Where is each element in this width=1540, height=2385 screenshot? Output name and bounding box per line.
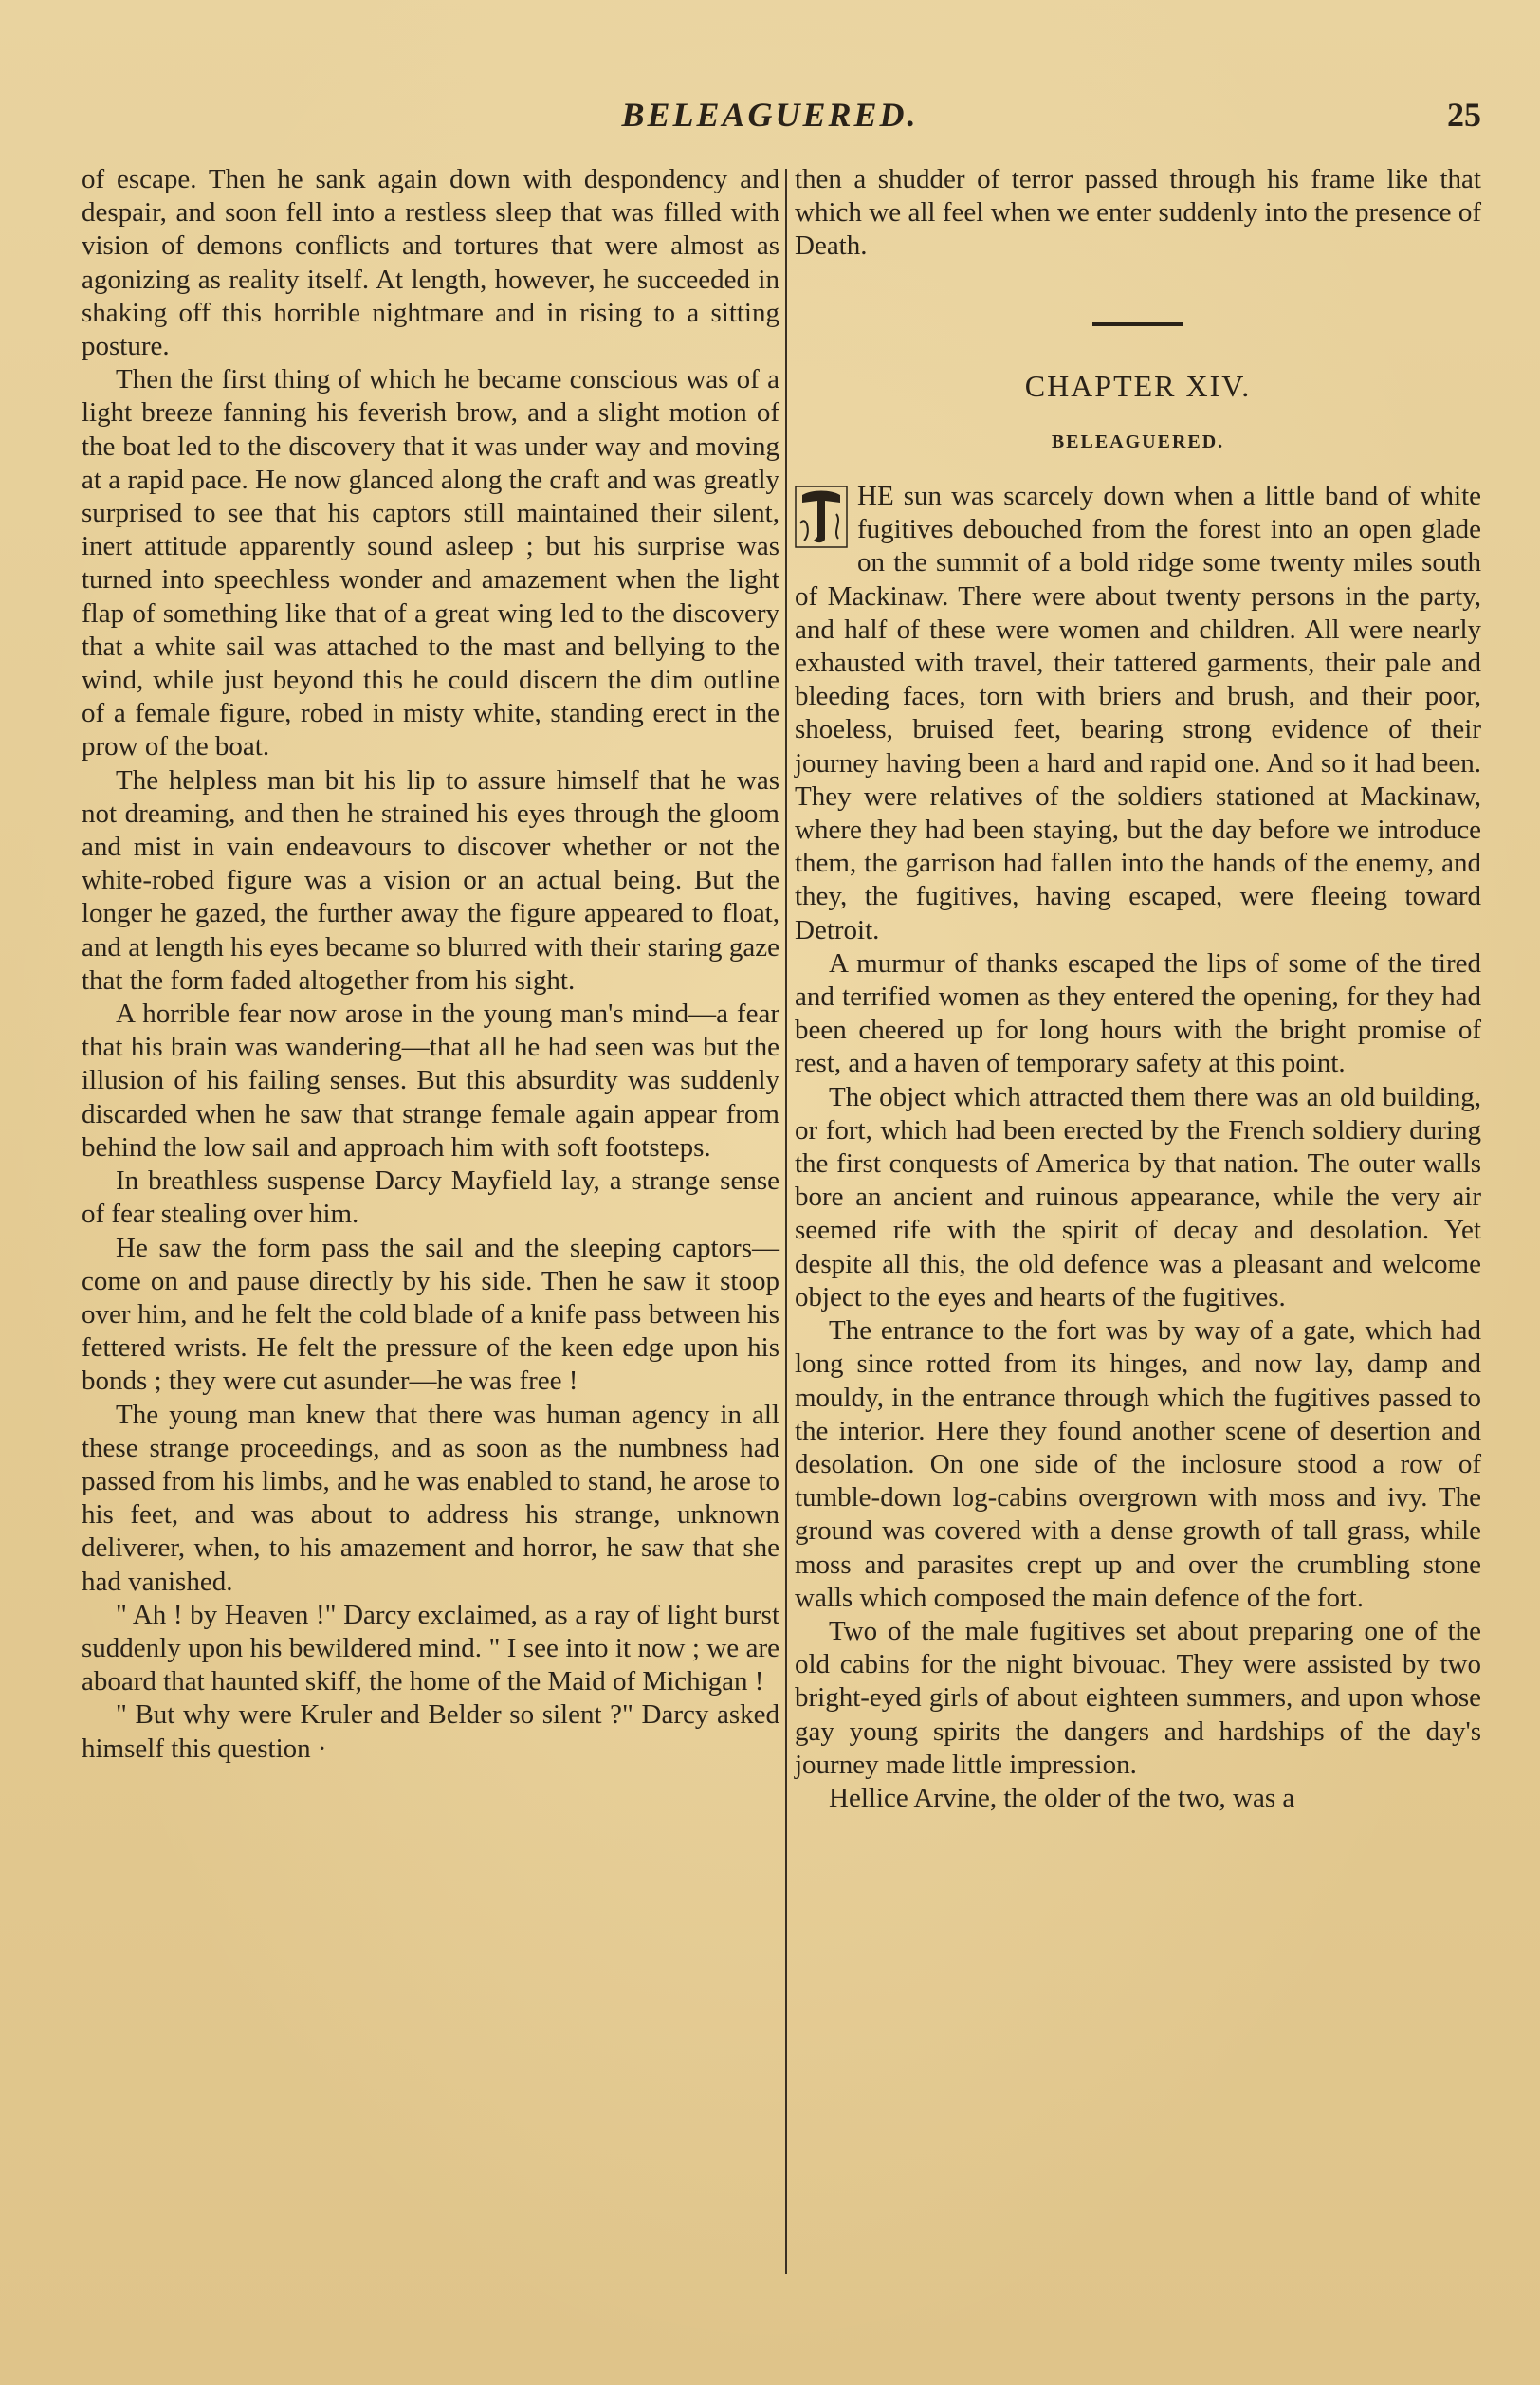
section-rule bbox=[1092, 322, 1183, 326]
right-column bbox=[795, 163, 1481, 1815]
running-title: BELEAGUERED. bbox=[621, 96, 919, 134]
paragraph: " Ah ! by Heaven !" Darcy exclaimed, as a ray of light burst suddenly upon his bewildered mind. " I see into it now ; we are aboard that haunted skiff, the home of the Maid of Michigan ! bbox=[82, 1599, 779, 1697]
paragraph: The helpless man bit his lip to assure himself that he was not dreaming, and then he strained his eyes through the gloom and mist in vain endeavours to discover whether or not the white-robed figure was a vision or an actual being. But the longer he gazed, the further away the figure appeared to float, and at length his eyes became so blurred with their staring gaze that the form faded altogether from his sight. bbox=[82, 764, 779, 996]
dropcap-ornament bbox=[795, 486, 848, 548]
paragraph: " But why were Kruler and Belder so silent ?" Darcy asked himself this question · bbox=[82, 1699, 779, 1764]
paragraph bbox=[795, 480, 1481, 947]
continuation-paragraph: then a shudder of terror passed through his frame like that which we all feel when we enter suddenly into the presence of Death. bbox=[795, 164, 1481, 262]
paragraph: The object which attracted them there was an old building, or fort, which had been erected by the French soldiery during the first conquests of America by that nation. The outer walls bore an ancient and ruinous appearance, while the very air seemed rife with the spirit of decay and desolation. Yet despite all this, the old defence was a pleasant and welcome object to the eyes and hearts of the fugitives. bbox=[795, 1081, 1481, 1312]
paragraph: In breathless suspense Darcy Mayfield lay, a strange sense of fear stealing over him. bbox=[82, 1165, 779, 1230]
paragraph: A horrible fear now arose in the young man's mind—a fear that his brain was wandering—that all he had seen was but the illusion of his failing senses. But this absurdity was suddenly discarded when he saw that strange female again appear from behind the low sail and approach him with soft footsteps. bbox=[82, 999, 779, 1163]
left-column bbox=[82, 163, 779, 1766]
chapter-title: CHAPTER XIV. bbox=[1024, 368, 1252, 403]
paragraph-text: HE sun was scarcely down when a little band of white fugitives debouched from the forest into an open glade on the summit of a bold ridge some twenty miles south of Mackinaw. There were about twenty persons in the party, and half of these were women and children. All were nearly exhausted with travel, their tattered garments, their pale and bleeding faces, torn with briers and brush, and their poor, shoeless, bruised feet, bearing strong evidence of their journey having been a hard and rapid one. And so it had been. They were relatives of the soldiers stationed at Mackinaw, where they had been staying, but the day before we introduce them, the garrison had fallen into the hands of the enemy, and they, the fugitives, having escaped, were fleeing toward Detroit. bbox=[795, 481, 1481, 945]
paragraph: of escape. Then he sank again down with despondency and despair, and soon fell into a restless sleep that was filled with vision of demons conflicts and tortures that were almost as agonizing as reality itself. At length, however, he succeeded in shaking off this horrible nightmare and in rising to a sitting posture. bbox=[82, 164, 779, 362]
chapter-subtitle: BELEAGUERED. bbox=[1051, 431, 1225, 452]
paragraph: Hellice Arvine, the older of the two, was a bbox=[829, 1782, 1295, 1813]
paragraph: The entrance to the fort was by way of a gate, which had long since rotted from its hinges, and now lay, damp and mouldy, in the entrance through which the fugitives passed to the interior. Here they found another scene of desertion and desolation. On one side of the inclosure stood a row of tumble-down log-cabins overgrown with moss and ivy. The ground was covered with a dense growth of tall grass, while moss and parasites crept up and over the crumbling stone walls which composed the main defence of the fort. bbox=[795, 1315, 1481, 1613]
paragraph: The young man knew that there was human agency in all these strange proceedings, and as soon as the numbness had passed from his limbs, and he was enabled to stand, he arose to his feet, and was about to address his strange, unknown deliverer, when, to his amazement and horror, he saw that she had vanished. bbox=[82, 1399, 779, 1597]
paragraph: He saw the form pass the sail and the sleeping captors—come on and pause directly by his side. Then he saw it stoop over him, and he felt the cold blade of a knife pass between his fettered wrists. He felt the pressure of the keen edge upon his bonds ; they were cut asunder—he was free ! bbox=[82, 1232, 779, 1397]
page-number: 25 bbox=[1447, 96, 1481, 134]
running-head bbox=[0, 95, 1540, 152]
paragraph: A murmur of thanks escaped the lips of some of the tired and terrified women as they entered the opening, for they had been cheered up for long hours with the bright promise of rest, and a haven of temporary safety at this point. bbox=[795, 947, 1481, 1079]
column-divider bbox=[785, 169, 787, 2274]
paragraph: Then the first thing of which he became conscious was of a light breeze fanning his feverish brow, and a slight motion of the boat led to the discovery that it was under way and moving at a rapid pace. He now glanced along the craft and was greatly surprised to see that his captors still maintained their silent, inert attitude apparently sound asleep ; but his surprise was turned into speechless wonder and amazement when the light flap of something like that of a great wing led to the discovery that a white sail was attached to the mast and bellying to the wind, while just beyond this he could discern the dim outline of a female figure, robed in misty white, standing erect in the prow of the boat. bbox=[82, 364, 779, 762]
paragraph: Two of the male fugitives set about preparing one of the old cabins for the night bivouac. They were assisted by two bright-eyed girls of about eighteen summers, and upon whose gay young spirits the dangers and hardships of the day's journey made little impression. bbox=[795, 1615, 1481, 1780]
